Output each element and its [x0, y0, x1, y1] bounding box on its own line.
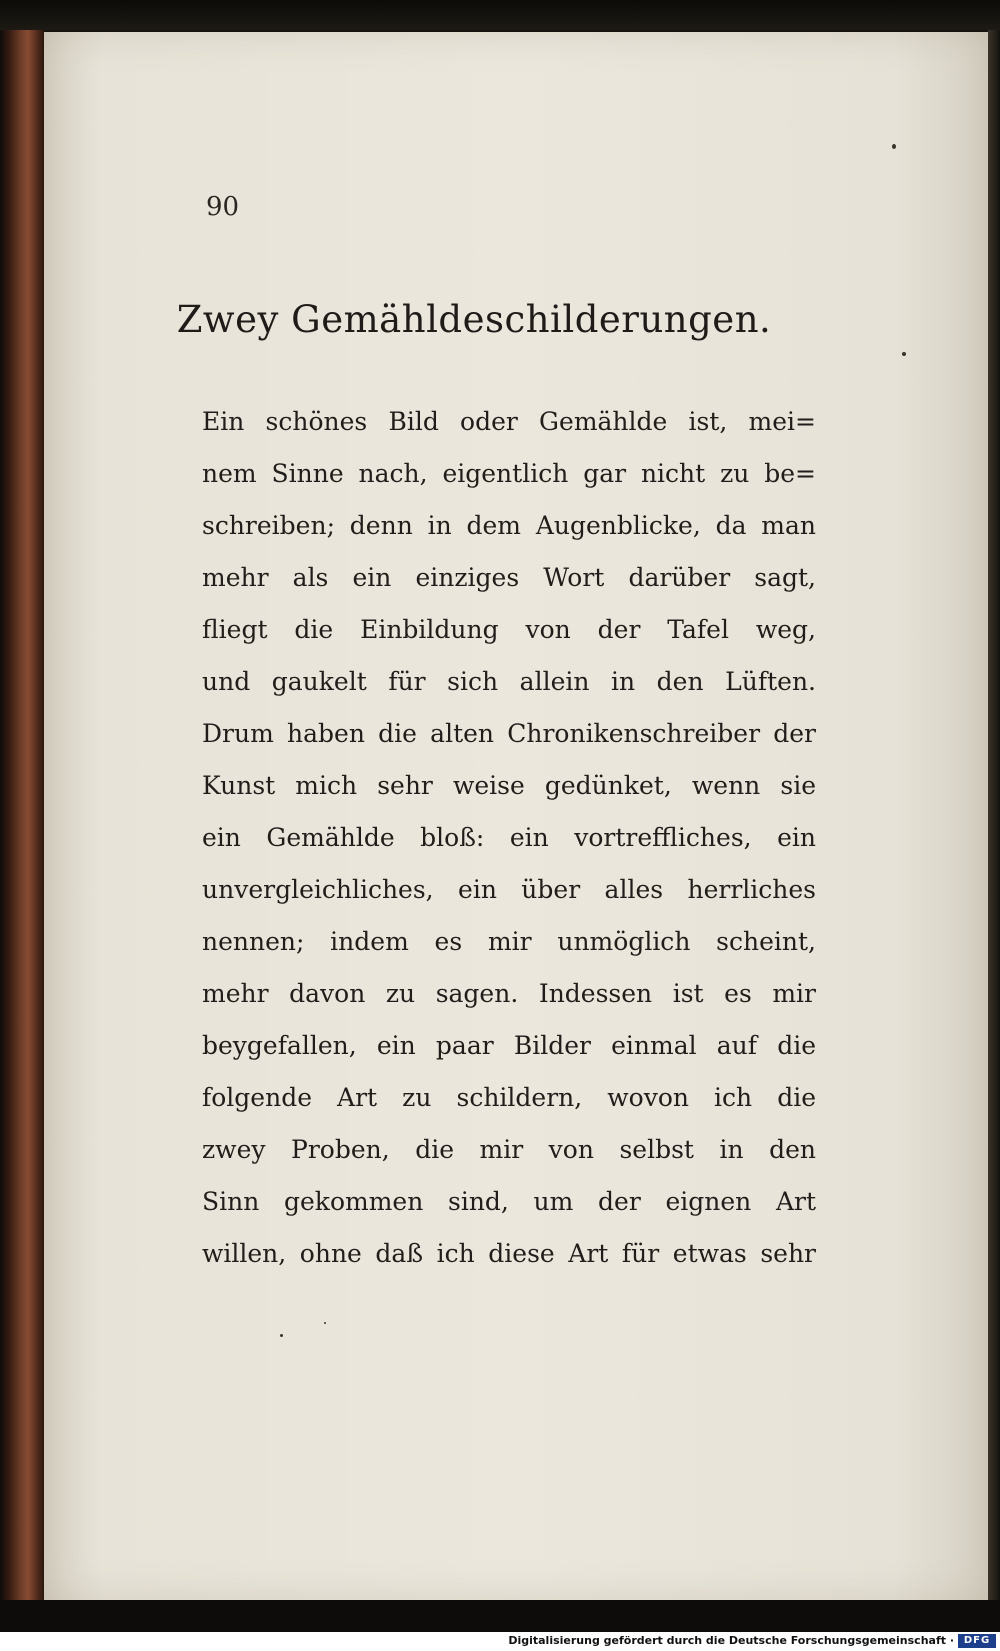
chapter-title: Zwey Gemähldeschilderungen.	[176, 298, 772, 341]
scan-bottom-border	[0, 1600, 1000, 1632]
text-line-content: Drum haben die alten Chronikenschreiber der	[202, 719, 816, 748]
text-line-content: Ein schönes Bild oder Gemählde ist, mei=	[202, 407, 816, 436]
text-line-content: beygefallen, ein paar Bilder einmal auf die	[202, 1031, 816, 1060]
paper-speck	[280, 1334, 283, 1337]
text-line-content: willen, ohne daß ich diese Art für etwas sehr	[202, 1239, 816, 1268]
text-line	[202, 1176, 816, 1228]
text-line	[202, 760, 816, 812]
body-text	[202, 396, 816, 1280]
book-spine-edge	[0, 30, 44, 1602]
digitization-credit: Digitalisierung gefördert durch die Deutsche Forschungsgemeinschaft ·	[508, 1634, 954, 1647]
text-line	[202, 448, 816, 500]
paper-speck	[324, 1322, 326, 1324]
text-line-content: und gaukelt für sich allein in den Lüften.	[202, 667, 816, 696]
text-line	[202, 1228, 816, 1280]
text-line-content: fliegt die Einbildung von der Tafel weg,	[202, 615, 816, 644]
text-line	[202, 864, 816, 916]
text-line-content: unvergleichliches, ein über alles herrliches	[202, 875, 816, 904]
text-line	[202, 708, 816, 760]
text-line	[202, 604, 816, 656]
text-line-content: zwey Proben, die mir von selbst in den	[202, 1135, 816, 1164]
page-right-edge	[988, 30, 1000, 1602]
text-line	[202, 396, 816, 448]
text-line-content: mehr davon zu sagen. Indessen ist es mir	[202, 979, 816, 1008]
text-line	[202, 916, 816, 968]
text-line-content: ein Gemählde bloß: ein vortreffliches, ein	[202, 823, 816, 852]
text-line-content: folgende Art zu schildern, wovon ich die	[202, 1083, 816, 1112]
text-line	[202, 968, 816, 1020]
text-line-content: Sinn gekommen sind, um der eignen Art	[202, 1187, 816, 1216]
text-line	[202, 1020, 816, 1072]
text-line-content: Kunst mich sehr weise gedünket, wenn sie	[202, 771, 816, 800]
text-line-content: mehr als ein einziges Wort darüber sagt,	[202, 563, 816, 592]
text-line	[202, 500, 816, 552]
text-line	[202, 812, 816, 864]
page-number: 90	[206, 192, 240, 222]
text-line	[202, 1124, 816, 1176]
text-line-content: nem Sinne nach, eigentlich gar nicht zu be=	[202, 459, 816, 488]
dfg-logo: DFG	[958, 1634, 996, 1648]
paper-speck	[892, 144, 896, 149]
text-line-content: nennen; indem es mir unmöglich scheint,	[202, 927, 816, 956]
credit-bar	[0, 1632, 1000, 1651]
text-line	[202, 656, 816, 708]
text-line	[202, 1072, 816, 1124]
text-line	[202, 552, 816, 604]
scan-top-border	[0, 0, 1000, 30]
text-line-content: schreiben; denn in dem Augenblicke, da man	[202, 511, 816, 540]
paper-speck	[902, 352, 906, 356]
